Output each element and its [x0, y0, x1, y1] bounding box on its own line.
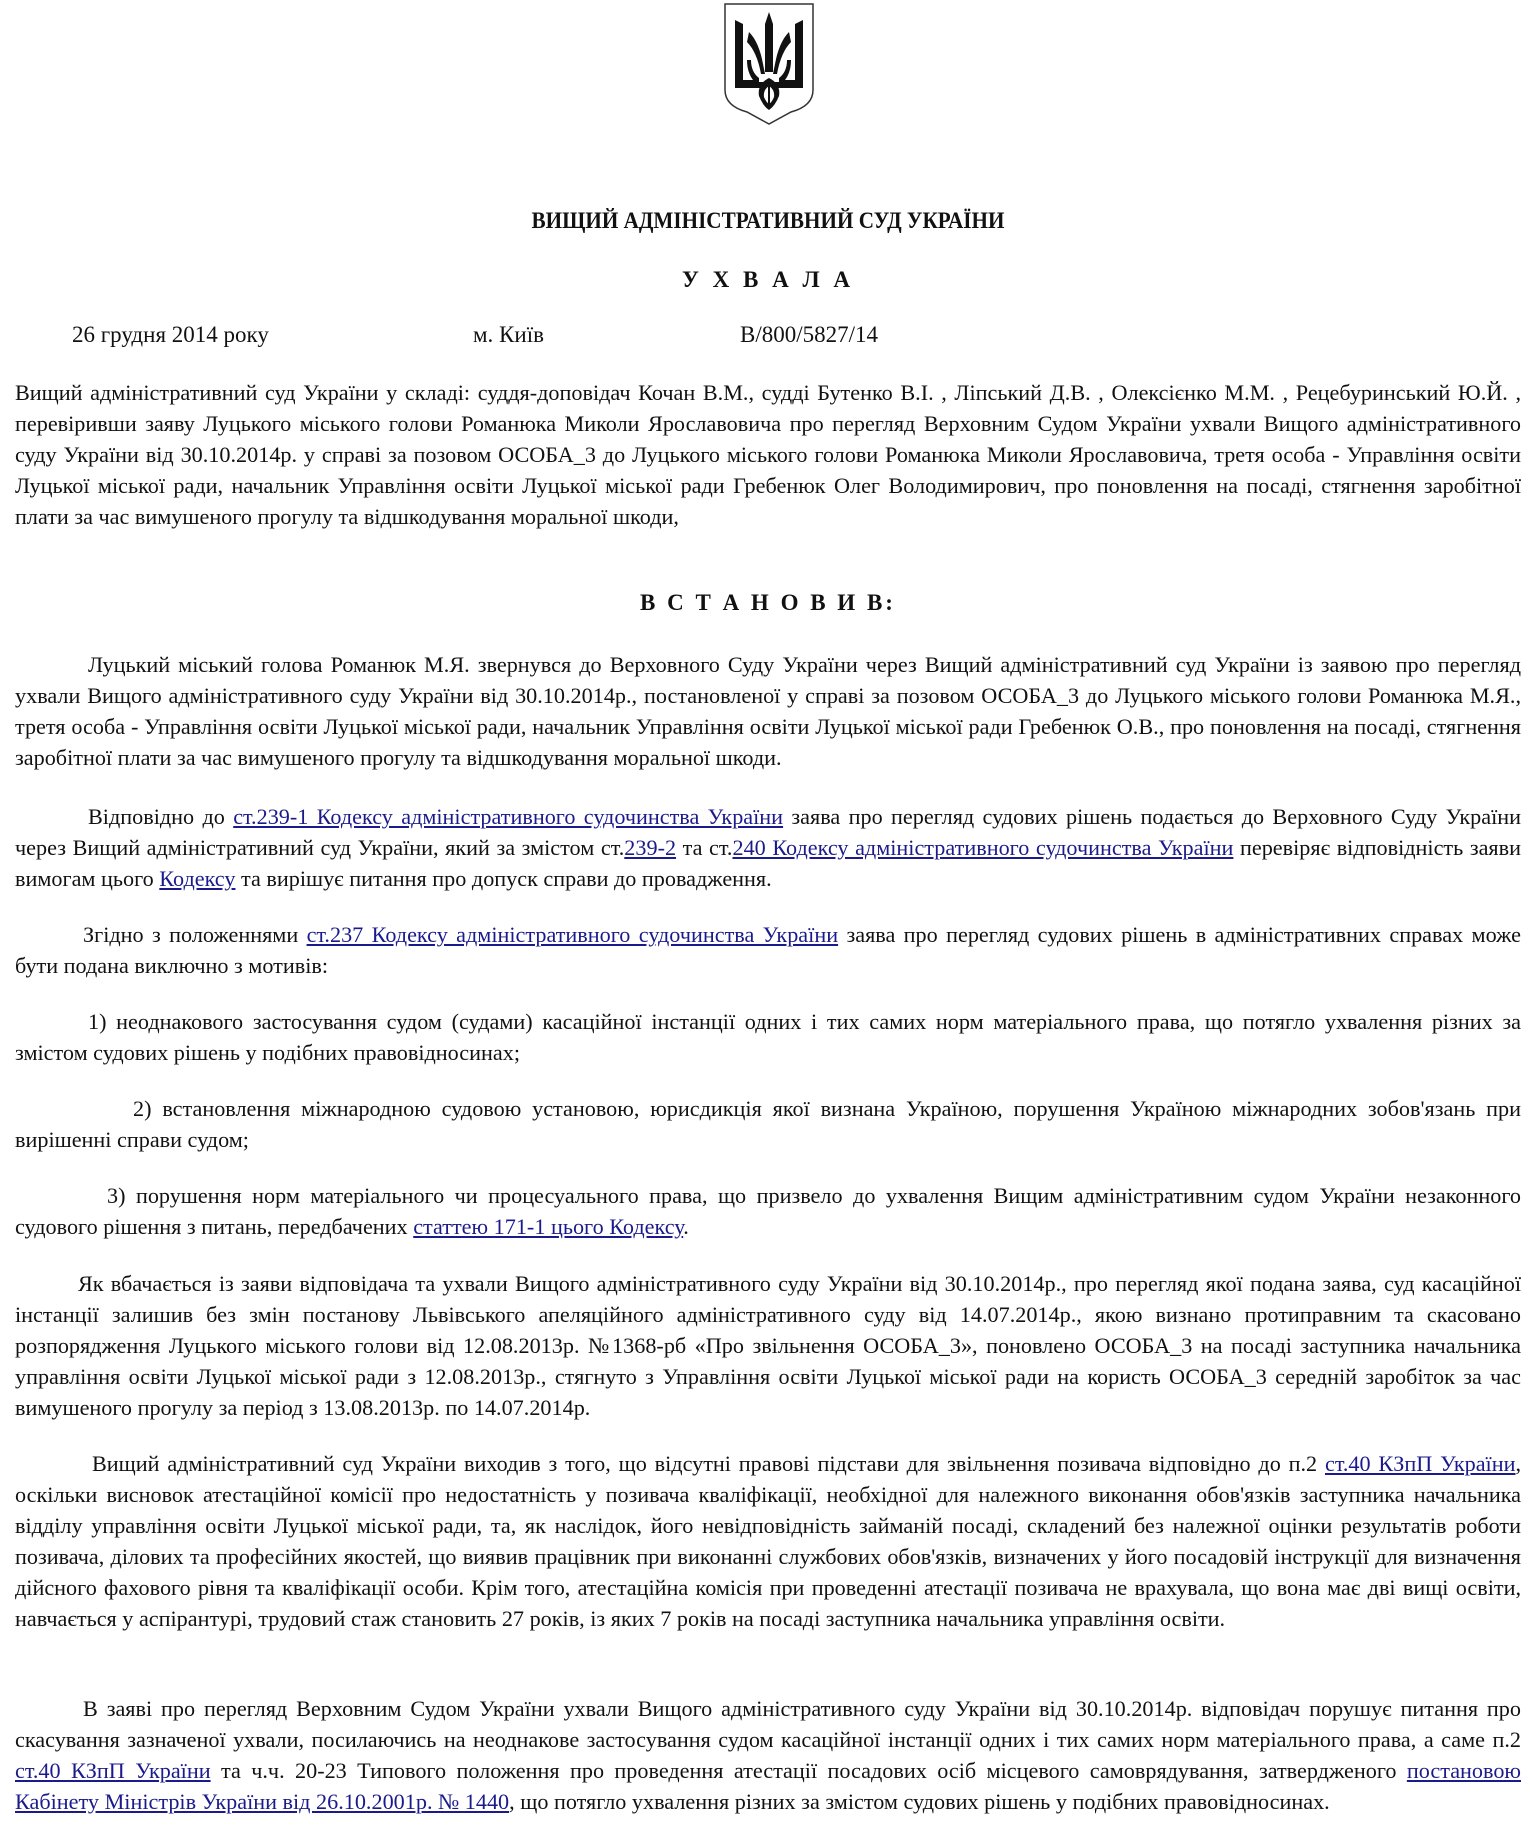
- paragraph-8-section: [15, 1448, 1521, 1634]
- court-name-title: ВИЩИЙ АДМІНІСТРАТИВНИЙ СУД УКРАЇНИ: [531, 208, 1005, 233]
- ground-item-3-text-2: .: [683, 1214, 689, 1239]
- established-heading: В С Т А Н О В И В:: [640, 590, 896, 615]
- intro-paragraph: Вищий адміністративний суд України у складі: суддя-доповідач Кочан В.М., судді Бутенко В.І. , Ліпський Д.В. , Олексієнко М.М. , Рецебуринський Ю.Й. , перевіривши заяву Луцького міського голови Романюка Миколи Ярославовича про перегляд Верховним Судом України ухвали Вищого адміністративного суду України від 30.10.2014р. у справі за позовом ОСОБА_3 до Луцького міського голови Романюка Миколи Ярославовича, третя особа - Управління освіти Луцької міської ради, начальник Управління освіти Луцької міської ради Гребенюк Олег Володимирович, про поновлення на посаді, стягнення заробітної плати за час вимушеного прогулу та відшкодування моральної шкоди,: [15, 380, 1521, 529]
- paragraph-1-section: [15, 649, 1521, 773]
- paragraph-9-section: [15, 1693, 1521, 1817]
- paragraph-1: Луцький міський голова Романюк М.Я. звернувся до Верховного Суду України через Вищий адміністративний суд України із заявою про перегляд ухвали Вищого адміністративного суду України від 30.10.2014р., постановленої у справі за позовом ОСОБА_3 до Луцького міського голови Романюка М.Я., третя особа - Управління освіти Луцької міської ради, начальник Управління освіти Луцької міської ради Гребенюк О.В., про поновлення на посаді, стягнення заробітної плати за час вимушеного прогулу та відшкодування моральної шкоди.: [15, 652, 1521, 770]
- paragraph-2-section: [15, 801, 1521, 894]
- paragraph-2-text-1: Відповідно до: [88, 804, 234, 829]
- coat-of-arms-icon: [721, 2, 817, 126]
- paragraph-8-text-2: , оскільки висновок атестаційної комісії про недостатність у позивача кваліфікації, необхідної для належного виконання обов'язків заступника начальника відділу управління освіти Луцької міської ради, та, як наслідок, його невідповідність займаній посаді, складений без належної оцінки результатів роботи позивача, ділових та професійних якостей, що виявив працівник при виконанні службових обов'язків, визначених у його посадовій інструкції для визначення дійсного фахового рівня та кваліфікації особи. Крім того, атестаційна комісія при проведенні атестації позивача не врахувала, що вона має дві вищі освіти, навчається у аспірантурі, трудовий стаж становить 27 років, із яких 7 років на посаді заступника начальника управління освіти.: [15, 1451, 1522, 1631]
- link-art-40-labor-code[interactable]: ст.40 КЗпП України: [1324, 1451, 1516, 1476]
- link-art-171-1[interactable]: статтею 171-1 цього Кодексу: [413, 1214, 684, 1239]
- paragraph-5-section: [15, 1093, 1521, 1155]
- paragraph-8-text-1: Вищий адміністративний суд України виходив з того, що відсутні правові підстави для звільнення позивача відповідно до п.2: [92, 1451, 1325, 1476]
- paragraph-3-text-1: Згідно з положеннями: [83, 922, 307, 947]
- ground-item-2: 2) встановлення міжнародною судовою установою, юрисдикція якої визнана Україною, порушення Україною міжнародних зобов'язань при вирішенні справи судом;: [15, 1096, 1521, 1152]
- paragraph-4-section: [15, 1006, 1521, 1068]
- paragraph-9: [15, 1693, 1521, 1817]
- document-type-title: У Х В А Л А: [682, 267, 854, 292]
- link-code[interactable]: Кодексу: [159, 866, 236, 891]
- link-art-239-2[interactable]: 239-2: [624, 835, 677, 860]
- document-city: м. Київ: [473, 322, 544, 347]
- paragraph-9-text-1: В заяві про перегляд Верховним Судом України ухвали Вищого адміністративного суду України від 30.10.2014р. відповідач порушує питання про скасування зазначеної ухвали, посилаючись на неоднакове застосування судом касаційної інстанції одних і тих самих норм матеріального права, а саме п.2: [15, 1696, 1521, 1752]
- paragraph-9-text-2: та ч.ч. 20-23 Типового положення про проведення атестації посадових осіб місцевого самоврядування, затвердженого: [210, 1758, 1407, 1783]
- paragraph-2-text-3: та ст.: [676, 835, 733, 860]
- intro-section: [15, 377, 1521, 532]
- paragraph-2-text-4: перевіряє відповідність заяви вимогам цього: [15, 835, 1521, 891]
- paragraph-8: [15, 1448, 1521, 1634]
- link-art-40-labor-code-2[interactable]: ст.40 КЗпП України: [15, 1758, 211, 1783]
- paragraph-7: Як вбачається із заяви відповідача та ухвали Вищого адміністративного суду України від 30.10.2014р., про перегляд якої подана заява, суд касаційної інстанції залишив без змін постанову Львівського апеляційного адміністративного суду від 14.07.2014р., якою визнано протиправним та скасовано розпорядження Луцького міського голови від 12.08.2013р. №1368-рб «Про звільнення ОСОБА_3», поновлено ОСОБА_3 на посаді заступника начальника управління освіти Луцької міської ради з 12.08.2013р., стягнуто з Управління освіти Луцької міської ради на користь ОСОБА_3 середній заробіток за час вимушеного прогулу за період з 13.08.2013р. по 14.07.2014р.: [15, 1271, 1521, 1420]
- paragraph-2-text-5: та вирішує питання про допуск справи до провадження.: [235, 866, 772, 891]
- ground-item-3-text-1: 3) порушення норм матеріального чи процесуального права, що призвело до ухвалення Вищим адміністративним судом України незаконного судового рішення з питань, передбачених: [15, 1183, 1521, 1239]
- paragraph-7-section: [15, 1268, 1521, 1423]
- ground-item-1: 1) неоднакового застосування судом (судами) касаційної інстанції одних і тих самих норм матеріального права, що потягло ухвалення різних за змістом судових рішень у подібних правовідносинах;: [15, 1009, 1521, 1065]
- document-date: 26 грудня 2014 року: [72, 322, 269, 347]
- document-meta-row: [15, 322, 1521, 352]
- link-art-239-1[interactable]: ст.239-1 Кодексу адміністративного судочинства України: [233, 804, 784, 829]
- paragraph-6-section: [15, 1180, 1521, 1242]
- paragraph-3: [15, 919, 1521, 981]
- paragraph-3-text-2: заява про перегляд судових рішень в адміністративних справах може бути подана виключно з мотивів:: [15, 922, 1521, 978]
- paragraph-2: [15, 801, 1521, 894]
- paragraph-3-section: [15, 919, 1521, 981]
- link-cabinet-resolution-1440[interactable]: постановою Кабінету Міністрів України від 26.10.2001р. № 1440: [15, 1758, 1522, 1814]
- case-number: В/800/5827/14: [740, 322, 879, 347]
- paragraph-9-text-3: , що потягло ухвалення різних за змістом судових рішень у подібних правовідносинах.: [509, 1789, 1330, 1814]
- ground-item-3: [15, 1180, 1521, 1242]
- paragraph-2-text-2: заява про перегляд судових рішень подається до Верховного Суду України через Вищий адміністративний суд України, який за змістом ст.: [15, 804, 1521, 860]
- link-art-240[interactable]: 240 Кодексу адміністративного судочинства України: [732, 835, 1234, 860]
- link-art-237[interactable]: ст.237 Кодексу адміністративного судочинства України: [306, 922, 839, 947]
